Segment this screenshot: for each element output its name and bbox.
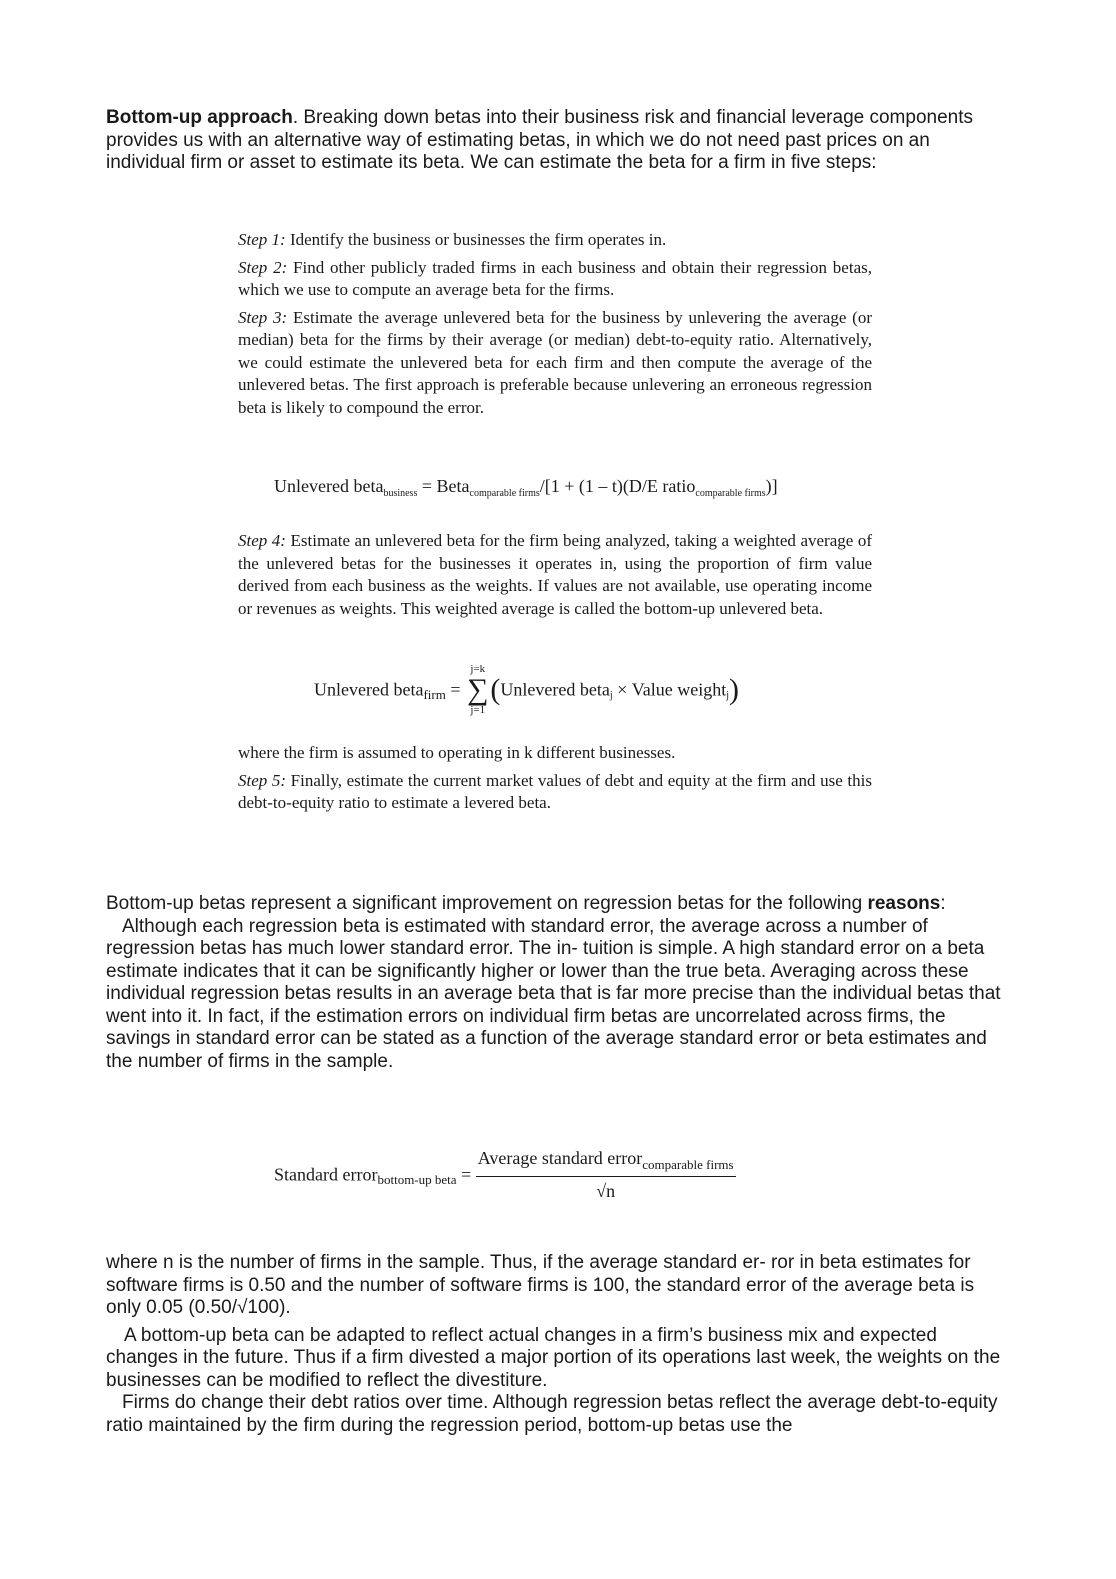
sigma-glyph: ∑ bbox=[467, 673, 489, 706]
eq1-de-sub: comparable firms bbox=[695, 488, 766, 499]
reasons-block bbox=[106, 893, 1011, 1073]
closing-paragraph-2: A bottom-up beta can be adapted to reflect actual changes in a firm’s business mix and expected changes in the future. Thus if a firm divested a major portion of its operations last week, the weights on the businesses can be modified to reflect the divestiture. bbox=[106, 1324, 1001, 1391]
eq2-term1-sub: j bbox=[609, 690, 613, 702]
closing-paragraph-3: Firms do change their debt ratios over time. Although regression betas reflect the average debt-to-equity ratio maintained by the firm during the regression period, bottom-up betas use the bbox=[106, 1392, 998, 1436]
reasons-colon: : bbox=[940, 893, 946, 914]
step-5-block bbox=[238, 742, 872, 815]
eq3-lhs-sub: bottom-up beta bbox=[377, 1172, 457, 1188]
step-5-label: Step 5: bbox=[238, 770, 287, 790]
equation-standard-error bbox=[274, 1148, 736, 1202]
eq1-end: )] bbox=[765, 476, 778, 496]
eq3-equals: = bbox=[456, 1164, 476, 1185]
eq1-equals: = Beta bbox=[417, 476, 470, 496]
eq3-denominator: √n bbox=[596, 1181, 616, 1201]
reasons-bold: reasons bbox=[867, 893, 941, 914]
sum-upper-limit: j=k bbox=[470, 663, 486, 675]
step-4-text: Estimate an unlevered beta for the firm being analyzed, taking a weighted average of the unlevered betas for the businesses it operates in, using the proportion of firm value derived from each business as the weights. If values are not available, use operating income or revenues as weights. This weighted average is called the bottom-up unlevered beta. bbox=[238, 531, 872, 618]
eq2-open-paren: ( bbox=[490, 673, 501, 707]
eq3-fraction bbox=[476, 1148, 736, 1202]
eq2-lhs-sub: firm bbox=[423, 687, 446, 703]
step-3-text: Estimate the average unlevered beta for the business by unlevering the average (or median) beta for the firms by their average (or median) debt-to-equity ratio. Alternatively, we could estimate the unlevered beta for each firm and then compute the average of the unlevered betas. The first approach is preferable because unlevering an erroneous regression beta is likely to compound the error. bbox=[238, 307, 872, 417]
eq1-lhs-sub: business bbox=[383, 488, 418, 499]
eq1-mid: /[1 + (1 – t)(D/E ratio bbox=[539, 476, 696, 496]
intro-text: . Breaking down betas into their business risk and financial leverage components provides us with an alternative way of estimating betas, in which we do not need past prices on an individual firm or asset to estimate its beta. We can estimate the beta for a firm in five steps: bbox=[106, 107, 973, 173]
step-5 bbox=[238, 770, 872, 815]
closing-block bbox=[106, 1252, 1011, 1437]
eq3-num-text: Average standard error bbox=[477, 1148, 643, 1168]
step-1-text: Identify the business or businesses the firm operates in. bbox=[285, 230, 667, 249]
step-2-label: Step 2: bbox=[238, 257, 288, 277]
step-1-label: Step 1: bbox=[238, 230, 286, 249]
businesses-note: where the firm is assumed to operating in k different businesses. bbox=[238, 743, 676, 762]
eq3-num-sub: comparable firms bbox=[642, 1157, 734, 1172]
eq1-lhs: Unlevered beta bbox=[274, 476, 384, 496]
steps-block bbox=[238, 229, 872, 419]
eq2-close-paren: ) bbox=[729, 673, 740, 707]
reasons-lead bbox=[106, 893, 966, 916]
closing-paragraph-1: where n is the number of firms in the sample. Thus, if the average standard er- ror in beta estimates for software firms is 0.50 and the number of software firms is 100, the standard error of the average beta is only 0.05 (0.50/√100). bbox=[106, 1252, 975, 1318]
reasons-lead-text: Bottom-up betas represent a significant improvement on regression betas for the following bbox=[106, 893, 868, 914]
step-4-label: Step 4: bbox=[238, 531, 286, 550]
sum-lower-limit: j=1 bbox=[470, 704, 486, 716]
intro-paragraph bbox=[106, 107, 1011, 175]
step-2-text: Find other publicly traded firms in each business and obtain their regression betas, which we use to compute an average beta for the firms. bbox=[238, 257, 872, 299]
step-3 bbox=[238, 307, 872, 420]
step-1 bbox=[238, 229, 872, 252]
intro-heading: Bottom-up approach bbox=[106, 107, 293, 128]
summation-symbol bbox=[467, 664, 488, 716]
step-2 bbox=[238, 257, 872, 302]
eq2-lhs: Unlevered beta bbox=[314, 679, 424, 700]
eq2-term2: Value weight bbox=[631, 679, 727, 700]
eq2-term1: Unlevered beta bbox=[500, 679, 610, 700]
eq2-equals: = bbox=[445, 679, 465, 700]
equation-unlevered-beta-firm bbox=[314, 664, 739, 716]
equation-unlevered-beta-business bbox=[274, 476, 778, 499]
eq3-lhs: Standard error bbox=[274, 1164, 378, 1185]
step-4 bbox=[238, 530, 872, 620]
eq1-beta-sub: comparable firms bbox=[469, 488, 540, 499]
eq2-term2-sub: j bbox=[726, 690, 730, 702]
reasons-paragraph-1: Although each regression beta is estimated with standard error, the average across a number of regression betas has much lower standard error. The in- tuition is simple. A high standard error on a beta estimate indicates that it can be significantly higher or lower than the true beta. Averaging across these individual regression betas results in an average beta that is far more precise than the individual betas that went into it. In fact, if the estimation errors on individual firm betas are uncorrelated across firms, the savings in standard error can be stated as a function of the average standard error or beta estimates and the number of firms in the sample. bbox=[106, 915, 1001, 1072]
step-5-text: Finally, estimate the current market values of debt and equity at the firm and use this debt-to-equity ratio to estimate a levered beta. bbox=[238, 770, 872, 812]
eq2-times: × bbox=[612, 679, 632, 700]
step-3-label: Step 3: bbox=[238, 307, 288, 327]
eq3-numerator bbox=[476, 1148, 736, 1177]
